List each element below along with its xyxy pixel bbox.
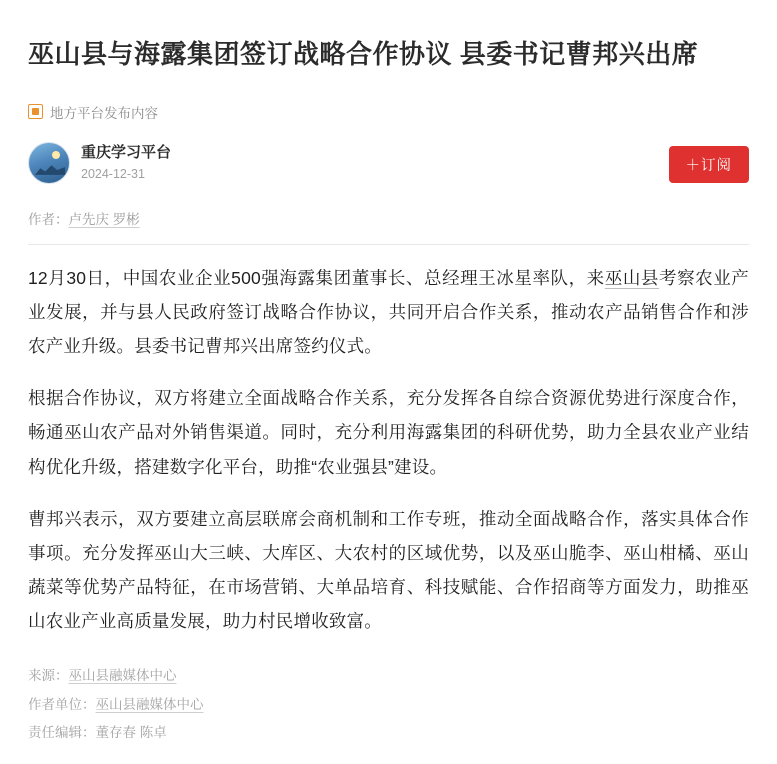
- publisher-meta: [81, 142, 171, 184]
- orange-square-icon: [28, 104, 43, 119]
- paragraph-1: 12月30日，中国农业企业500强海露集团董事长、总经理王冰星率队，来巫山县考察农业产业发展，并与县人民政府签订战略合作协议，共同开启合作关系，推动农产品销售合作和涉农产业升级。县委书记曹邦兴出席签约仪式。: [28, 267, 749, 357]
- subscribe-button[interactable]: ＋订阅: [669, 146, 750, 183]
- article-footer: [28, 656, 749, 747]
- source-tag: [28, 96, 749, 126]
- editor-label: 责任编辑：: [28, 724, 96, 740]
- publisher-row: [28, 126, 749, 194]
- source-line: [28, 662, 749, 690]
- publish-date: 2024-12-31: [81, 167, 145, 182]
- article-body: [28, 245, 749, 638]
- author-label: 作者：: [28, 211, 69, 227]
- editor-value: 董存春 陈卓: [95, 724, 167, 740]
- author-line: [28, 194, 749, 240]
- author-unit-value: 巫山县融媒体中心: [95, 696, 204, 712]
- publisher-name[interactable]: 重庆学习平台: [81, 144, 172, 162]
- source-label: 来源：: [28, 668, 69, 684]
- page-title: 巫山县与海露集团签订战略合作协议 县委书记曹邦兴出席: [28, 39, 699, 70]
- author-names: 卢先庆 罗彬: [68, 211, 140, 227]
- editor-line: [28, 719, 749, 747]
- author-unit-line: [28, 691, 749, 719]
- paragraph-3: 曹邦兴表示，双方要建立高层联席会商机制和工作专班，推动全面战略合作，落实具体合作事项。充分发挥巫山大三峡、大库区、大农村的区域优势，以及巫山脆李、巫山柑橘、巫山蔬菜等优势产品特征，在市场营销、大单品培育、科技赋能、合作招商等方面发力，助推巫山农业产业高质量发展，助力村民增收致富。: [28, 508, 749, 632]
- source-value: 巫山县融媒体中心: [68, 668, 177, 684]
- avatar[interactable]: [28, 142, 70, 184]
- paragraph-2: 根据合作协议，双方将建立全面战略合作关系，充分发挥各自综合资源优势进行深度合作，畅通巫山农产品对外销售渠道。同时，充分利用海露集团的科研优势，助力全县农业产业结构优化升级，搭建数字化平台，助推“农业强县”建设。: [28, 388, 749, 477]
- source-tag-label: 地方平台发布内容: [50, 105, 158, 121]
- author-unit-label: 作者单位：: [28, 696, 96, 712]
- article-page: [0, 17, 777, 764]
